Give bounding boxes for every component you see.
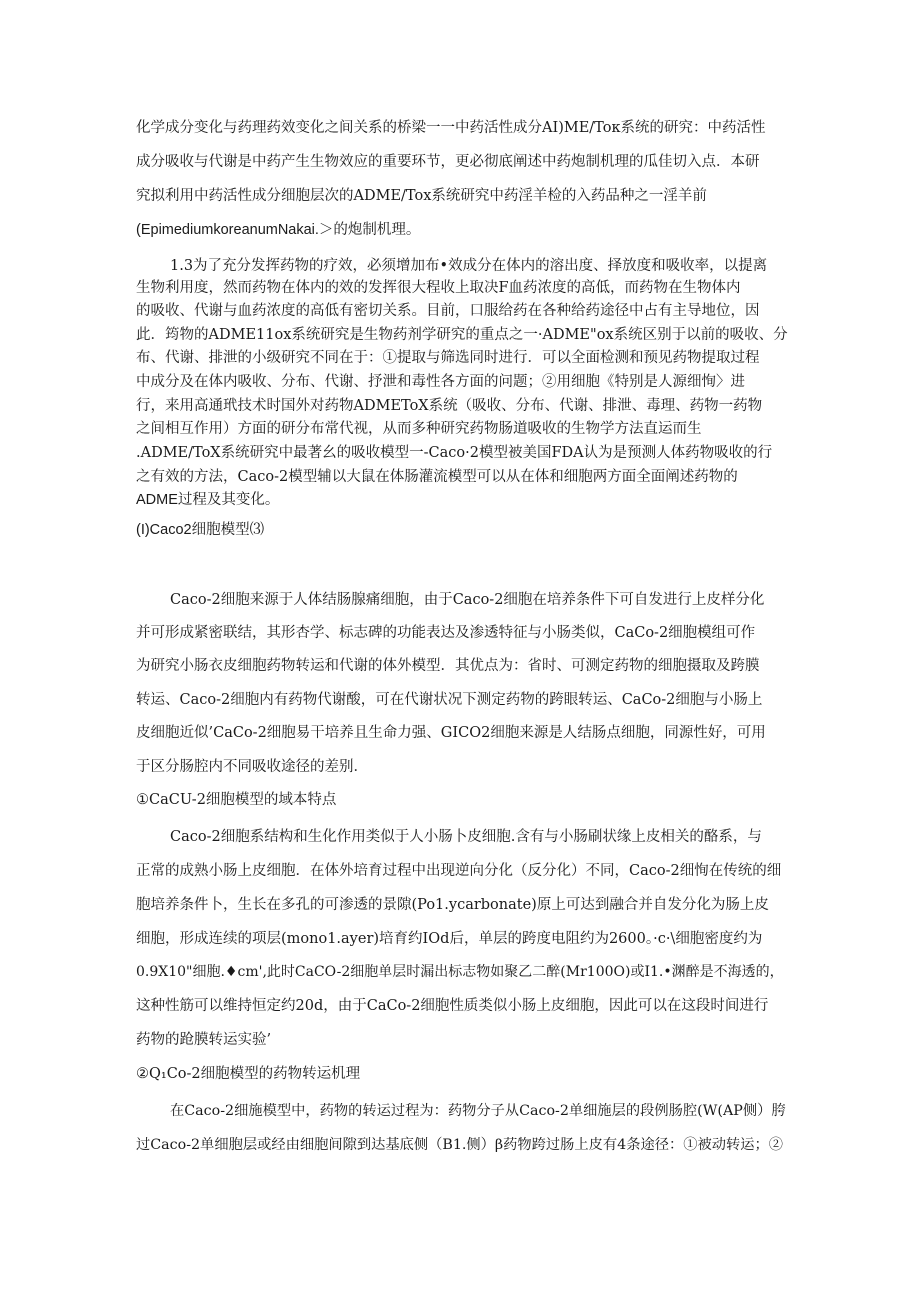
- text-line: 转运、Caco-2细胞内有药物代谢酸，可在代谢状况下测定药物的跨眼转运、CaCo-2细胞与小肠上: [136, 692, 763, 708]
- subsection-heading-basic-features: ①CaCU-2细胞模型的域本特点: [136, 792, 337, 808]
- text-line: 布、代谢、排泄的小级研究不同在于：①提取与筛选同时进行．可以全面检测和预见药物提取过程: [136, 350, 760, 366]
- text-line: 过Caco-2单细胞层或经由细胞间隙到达基底侧（B1.侧）β药物跨过肠上皮有4条途径：①被动转运；②: [136, 1137, 783, 1153]
- text-line: 之有效的方法，Caco-2模型辅以大鼠在体肠灌流模型可以从在体和细胞两方面全面阐述药物的: [136, 469, 738, 485]
- text-line: 生物利用度，然而药物在体内的效的发挥很大程收上取决F血药浓度的高低，而药物在生物体内: [136, 280, 741, 296]
- text-line: Caco-2细胞系结构和生化作用类似于人小肠卜皮细胞.含有与小肠刷状缘上皮相关的酪系，与: [170, 829, 762, 845]
- text-line: 成分吸收与代谢是中药产生生物效应的重要环节，更必彻底阐述中药炮制机理的瓜佳切入点．本研: [136, 154, 760, 170]
- text-line: 行，来用高通玳技术时国外对药物ADMEToX系统（吸收、分布、代谢、排泄、毒理、药物一药物: [136, 398, 763, 414]
- text-line: (EpimediumkoreanumNakai.＞的炮制机理。: [136, 222, 421, 238]
- text-line: 于区分肠腔内不同吸收途径的差别．: [136, 759, 368, 775]
- text-line: 之间相互作用）方面的研分布常代视，从而多种研究药物肠道吸收的生物学方法直运而生: [136, 421, 702, 437]
- text-line: ADME过程及其变化。: [136, 492, 280, 508]
- text-line: 药物的跄膜转运实验’: [136, 1032, 272, 1048]
- text-line: 0.9X10"细胞.♦cm',此时CaCO-2细胞单层时漏出标志物如聚乙二醉(Mr100O)或I1.•渊醉是不海透的，: [136, 964, 784, 980]
- text-line: 化学成分变化与药理药效变化之间关系的桥梁一一中药活性成分AI)ME/Toκ系统的研究：中药活性: [136, 120, 766, 136]
- subsection-heading-transport-mechanism: ②Q₁Co-2细胞模型的药物转运机理: [136, 1066, 361, 1082]
- text-line: 并可形成紧密联结，其形杏学、标志碑的功能表达及渗透特征与小肠类似，CaCo-2细胞模组可作: [136, 625, 756, 641]
- text-line: 在Caco-2细施模型中，药物的转运过程为：药物分子从Caco-2单细施层的段例肠腔(W(AP侧）胯: [170, 1103, 786, 1119]
- text-line: 细胞，形成连续的项层(mono1.ayer)培育约IOd后，单层的跨度电阻约为2600。·c·\细胞密度约为: [136, 931, 763, 947]
- text-line: 1.3为了充分发挥药物的疗效，必须增加布•效成分在体内的溶出度、择放度和吸收率，以提离: [170, 258, 768, 274]
- text-line: 这种性筋可以维持恒定约20d，由于CaCo-2细胞性质类似小肠上皮细胞，因此可以在这段时间进行: [136, 998, 769, 1014]
- section-heading-caco2-model: (I)Caco2细胞模型⑶: [136, 522, 265, 538]
- text-line: 此．筠物的ADME11ox系统研究是生物药剂学研究的重点之一·ADME"ox系统区别于以前的吸收、分: [136, 327, 788, 343]
- text-line: .ADME/ToX系统研究中最著幺的吸收模型一-Caco·2模型被美国FDA认为是预测人体药物吸收的行: [136, 445, 773, 461]
- text-line: 胞培养条件卜，生长在多孔的可渗透的景隙(Po1.ycarbonate)原上可达到融合并自发分化为肠上皮: [136, 897, 769, 913]
- text-line: 正常的成熟小肠上皮细胞．在体外培育过程中出现逆向分化（反分化）不同，Caco-2细恂在传统的细: [136, 863, 782, 879]
- text-line: 皮细胞近似’CaCo-2细胞易干培养且生命力强、GICO2细胞来源是人结肠点细胞，同源性好，可用: [136, 725, 766, 741]
- text-line: 中成分及在体内吸收、分布、代谢、抒泄和毒性各方面的问题；②用细胞《特别是人源细恂〉进: [136, 374, 745, 390]
- text-line: 究拟利用中药活性成分细胞层次的ADME/Tox系统研究中药淫羊检的入药品种之一淫羊前: [136, 188, 707, 204]
- text-line: Caco-2细胞来源于人体结肠腺痛细胞，由于Caco-2细胞在培养条件下可自发进行上皮样分化: [170, 592, 765, 608]
- text-line: 的吸收、代谢与血药浓度的高低有密切关系。目前，口服给药在各种给药途径中占有主导地位，因: [136, 303, 760, 319]
- text-line: 为研究小肠衣皮细胞药物转运和代谢的体外模型．其优点为：省时、可测定药物的细胞摄取及跨膜: [136, 658, 760, 674]
